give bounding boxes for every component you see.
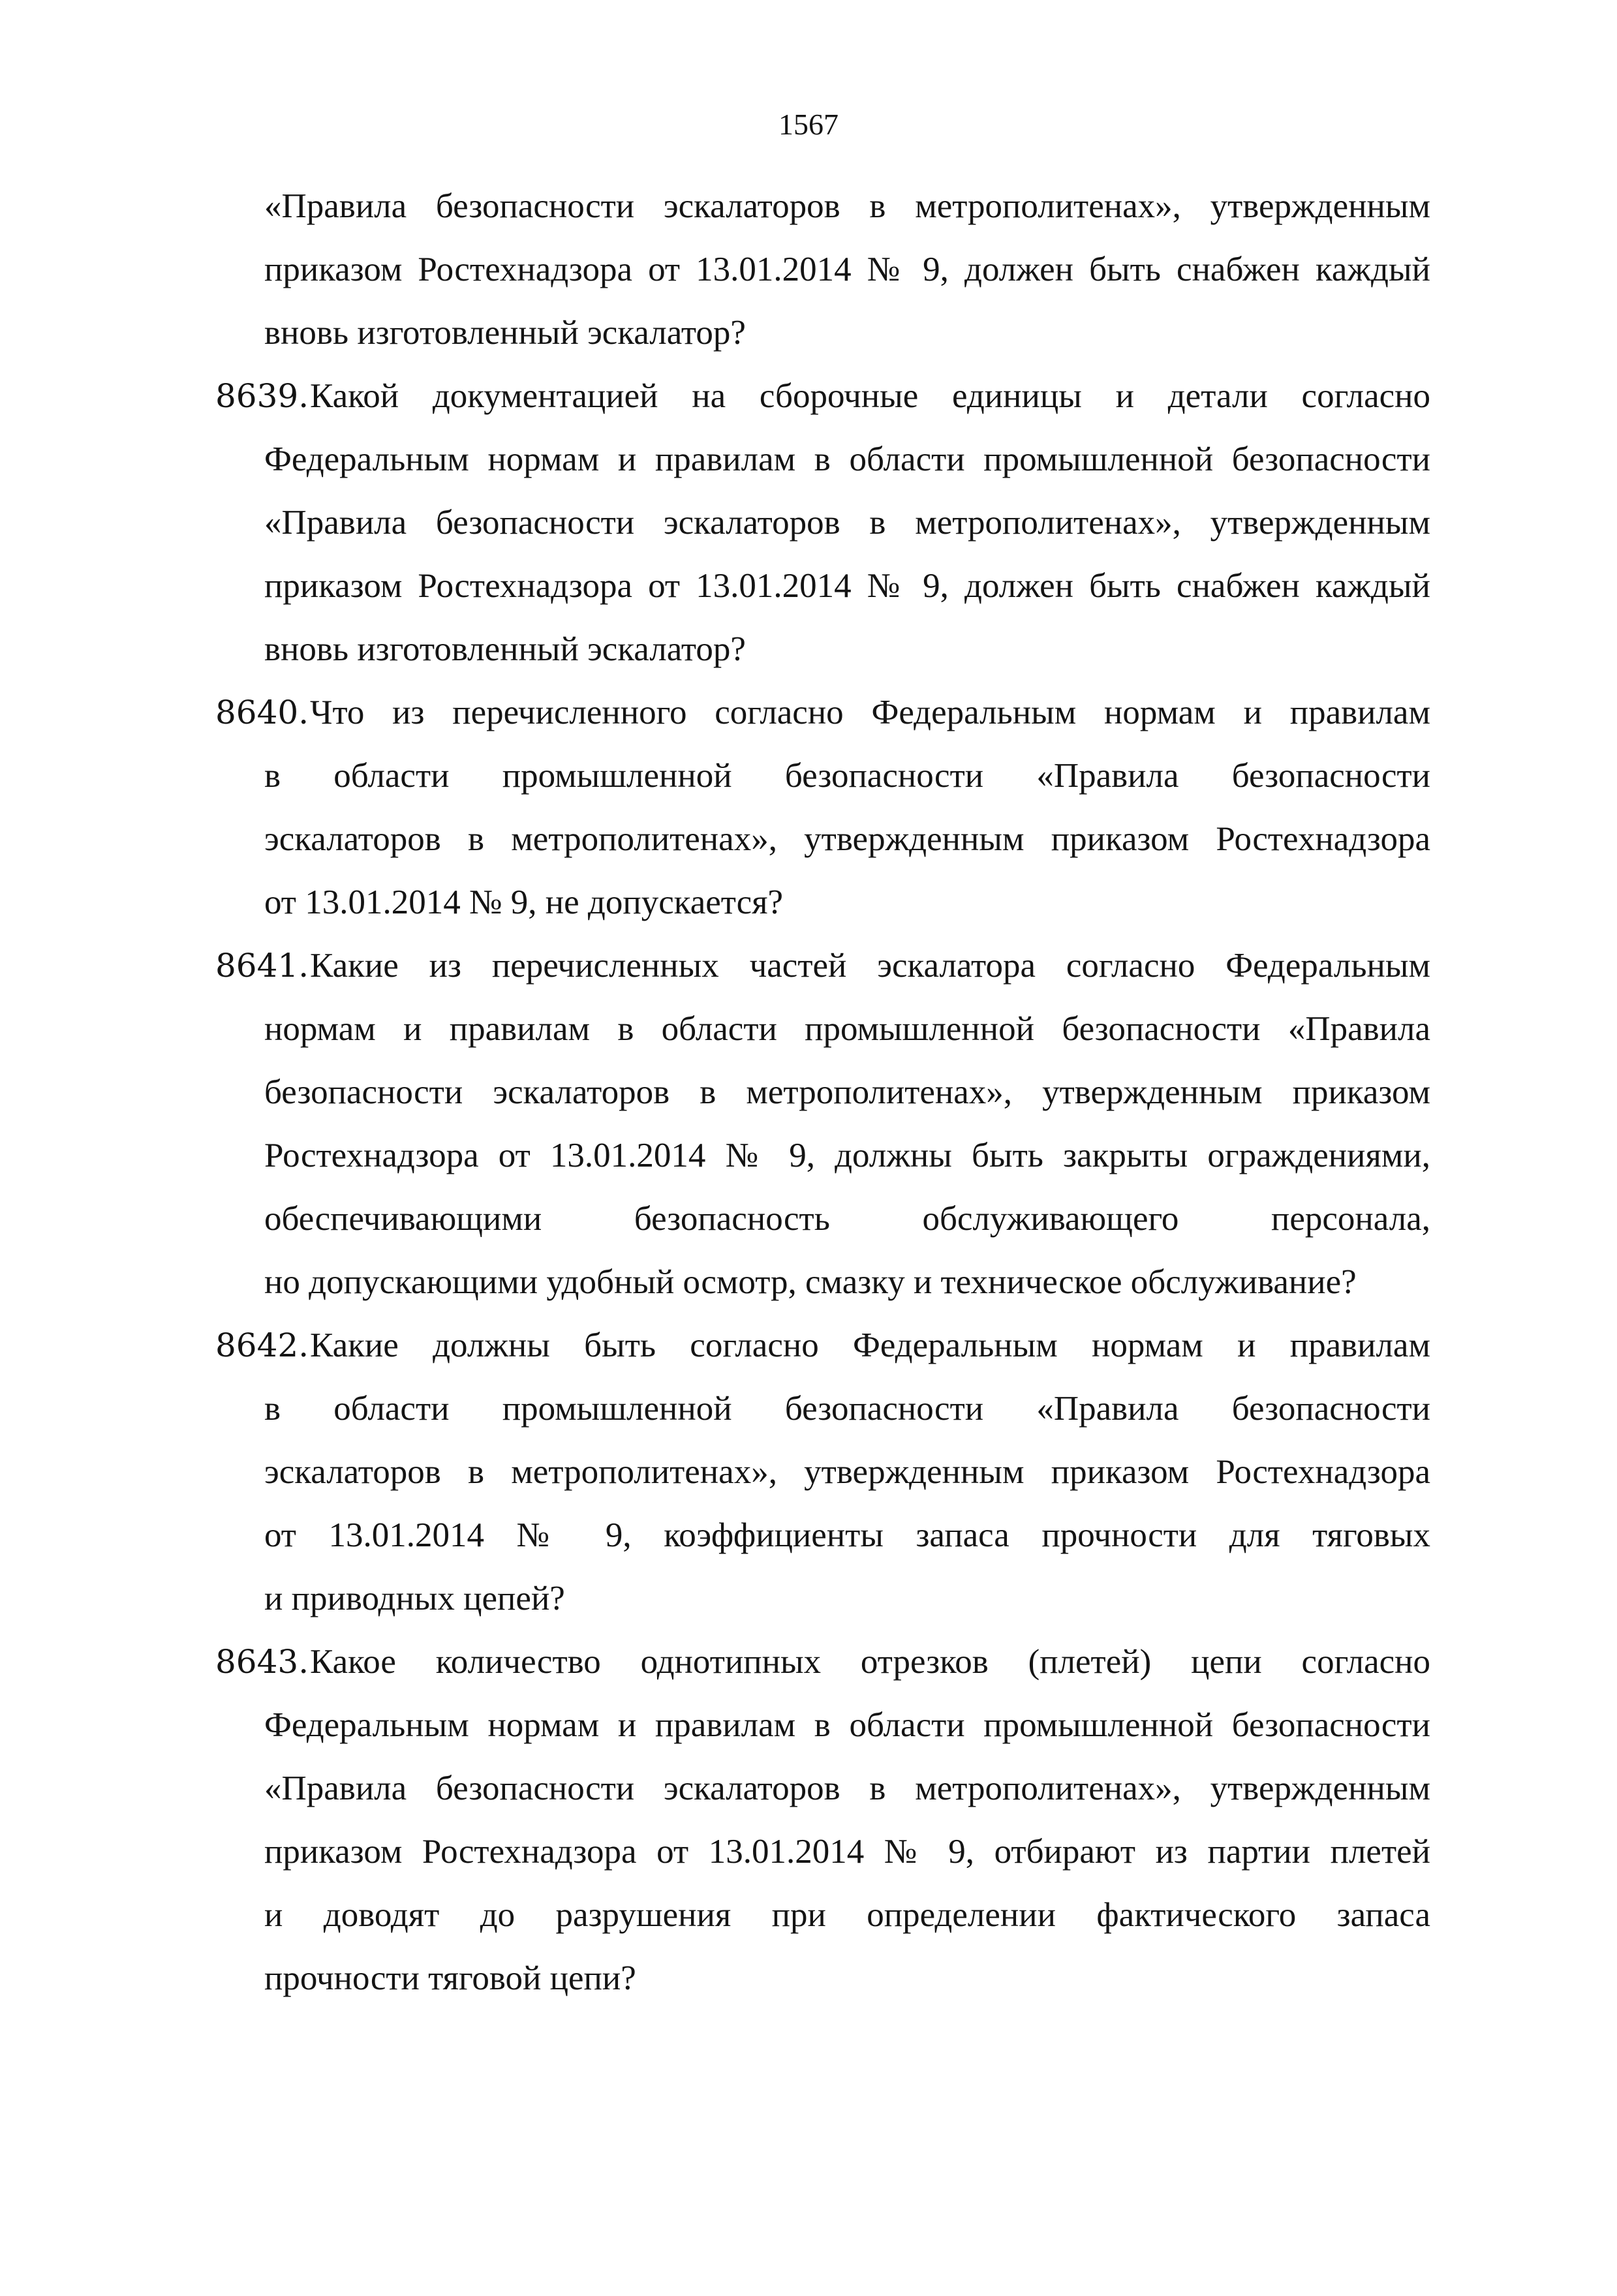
question-first-line: Какие из перечисленных частей эскалатора согласно Федеральным <box>310 947 1430 985</box>
text-line: «Правила безопасности эскалаторов в метрополитенах», утвержденным <box>264 504 1430 542</box>
text-line: Федеральным нормам и правилам в области промышленной безопасности <box>264 1706 1430 1744</box>
text-line: приказом Ростехнадзора от 13.01.2014 № 9, должен быть снабжен каждый <box>264 251 1430 288</box>
question-8640 <box>215 681 1430 744</box>
question-8641 <box>215 934 1430 998</box>
question-number: 8640. <box>215 694 309 731</box>
text-line: обеспечивающими безопасность обслуживающего персонала, <box>264 1200 1430 1238</box>
text-line: вновь изготовленный эскалатор? <box>264 314 746 352</box>
document-body <box>215 175 1430 2010</box>
question-first-line: Какой документацией на сборочные единицы и детали согласно <box>310 377 1430 415</box>
text-line: приказом Ростехнадзора от 13.01.2014 № 9, отбирают из партии плетей <box>264 1833 1430 1871</box>
text-line: и доводят до разрушения при определении фактического запаса <box>264 1896 1430 1934</box>
text-line: приказом Ростехнадзора от 13.01.2014 № 9, должен быть снабжен каждый <box>264 567 1430 605</box>
text-line: вновь изготовленный эскалатор? <box>264 630 746 668</box>
text-line: но допускающими удобный осмотр, смазку и техническое обслуживание? <box>264 1263 1357 1301</box>
question-number: 8642. <box>215 1326 309 1364</box>
question-number: 8641. <box>215 947 309 985</box>
question-8642 <box>215 1314 1430 1377</box>
text-line: Федеральным нормам и правилам в области промышленной безопасности <box>264 440 1430 478</box>
question-first-line: Какое количество однотипных отрезков (плетей) цепи согласно <box>310 1643 1430 1681</box>
text-line: от 13.01.2014 № 9, коэффициенты запаса прочности для тяговых <box>264 1516 1430 1554</box>
question-8639 <box>215 365 1430 428</box>
page-number: 1567 <box>778 108 839 141</box>
text-line: «Правила безопасности эскалаторов в метрополитенах», утвержденным <box>264 1769 1430 1807</box>
question-8643 <box>215 1630 1430 1694</box>
question-first-line: Что из перечисленного согласно Федеральным нормам и правилам <box>310 694 1430 731</box>
text-line: и приводных цепей? <box>264 1580 565 1617</box>
text-line: «Правила безопасности эскалаторов в метрополитенах», утвержденным <box>264 187 1430 225</box>
text-line: от 13.01.2014 № 9, не допускается? <box>264 883 783 921</box>
question-number: 8643. <box>215 1643 309 1681</box>
text-line: эскалаторов в метрополитенах», утвержденным приказом Ростехнадзора <box>264 820 1430 858</box>
text-line: безопасности эскалаторов в метрополитенах», утвержденным приказом <box>264 1073 1430 1111</box>
text-line: в области промышленной безопасности «Правила безопасности <box>264 757 1430 795</box>
text-line: прочности тяговой цепи? <box>264 1959 636 1997</box>
question-first-line: Какие должны быть согласно Федеральным нормам и правилам <box>310 1326 1430 1364</box>
text-line: Ростехнадзора от 13.01.2014 № 9, должны быть закрыты ограждениями, <box>264 1137 1430 1174</box>
text-line: эскалаторов в метрополитенах», утвержденным приказом Ростехнадзора <box>264 1453 1430 1491</box>
text-line: в области промышленной безопасности «Правила безопасности <box>264 1390 1430 1428</box>
text-line: нормам и правилам в области промышленной безопасности «Правила <box>264 1010 1430 1048</box>
question-number: 8639. <box>215 377 309 415</box>
